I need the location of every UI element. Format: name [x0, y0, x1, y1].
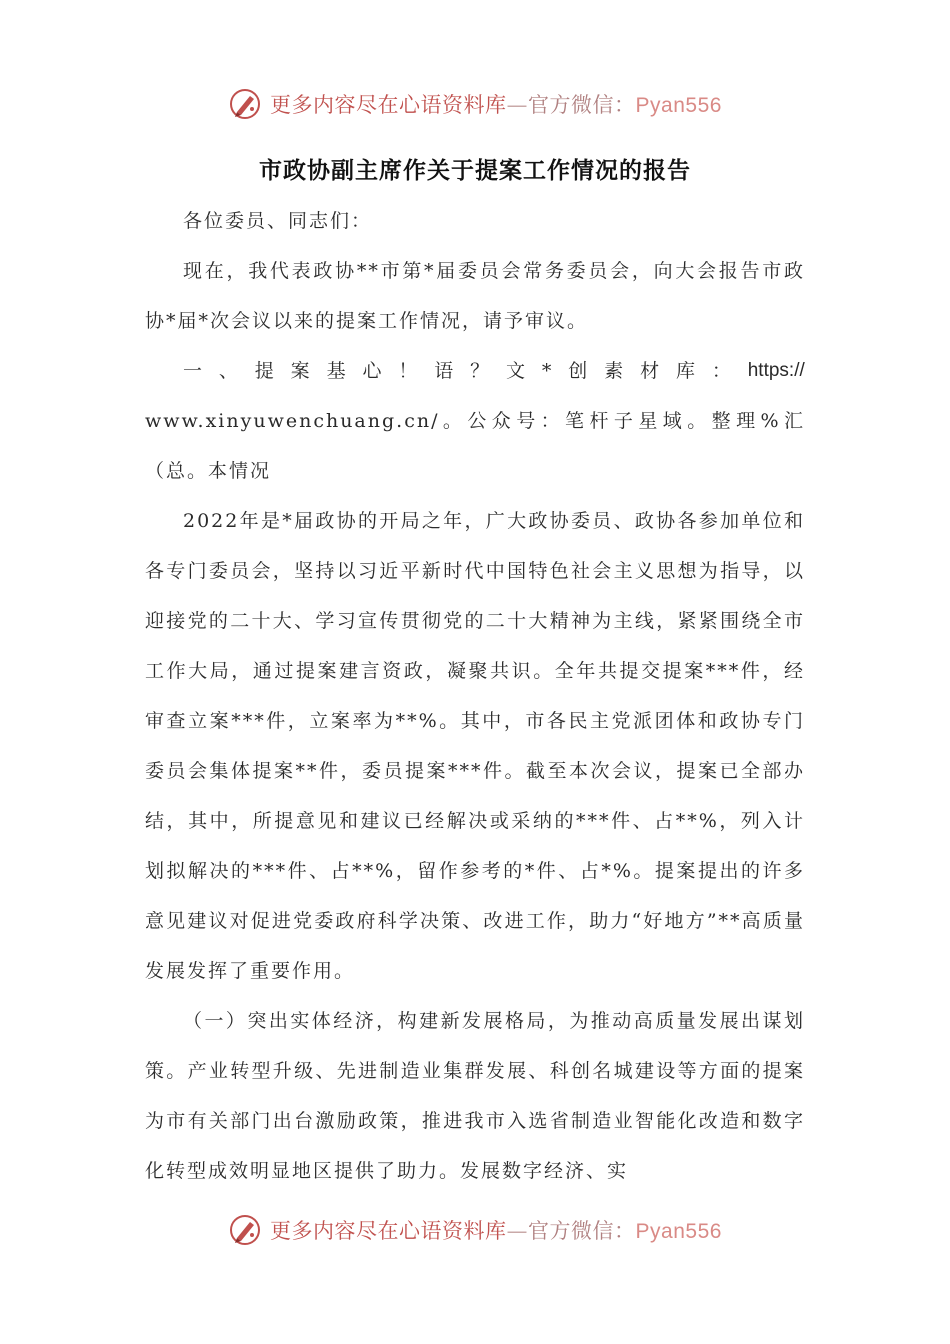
watermark-text: 更多内容尽在心语资料库—官方微信：Pyan556 [270, 93, 722, 117]
salutation: 各位委员、同志们： [183, 210, 373, 232]
document-title: 市政协副主席作关于提案工作情况的报告 [259, 157, 691, 184]
overview-paragraph: 2022年是*届政协的开局之年，广大政协委员、政协各参加单位和各专门委员会，坚持以习近平新时代中国特色社会主义思想为指导，以迎接党的二十大、学习宣传贯彻党的二十大精神为主线，紧紧围绕全市工作大局，通过提案建言资政，凝聚共识。全年共提交提案***件，经审查立案***件，立案率为**%。其中，市各民主党派团体和政协专门委员会集体提案**件，委员提案***件。截至本次会议，提案已全部办结，其中，所提意见和建议已经解决或采纳的***件、占**%，列入计划拟解决的***件、占**%，留作参考的*件、占*%。提案提出的许多意见建议对促进党委政府科学决策、改进工作，助力“好地方”**高质量发展发挥了重要作用。 [145, 510, 805, 982]
intro-paragraph: 现在，我代表政协**市第*届委员会常务委员会，向大会报告市政协*届*次会议以来的提案工作情况，请予审议。 [145, 260, 805, 332]
pen-logo-icon [228, 87, 262, 121]
watermark-text: 更多内容尽在心语资料库—官方微信：Pyan556 [270, 1219, 722, 1243]
subsection1-paragraph: （一）突出实体经济，构建新发展格局，为推动高质量发展出谋划策。产业转型升级、先进制造业集群发展、科创名城建设等方面的提案为市有关部门出台激励政策，推进我市入选省制造业智能化改造和数字化转型成效明显地区提供了助力。发展数字经济、实 [145, 1010, 805, 1182]
header-watermark-banner [0, 84, 950, 124]
section1-heading-line: 一 、 提 案 基 心 ！ 语 ？ 文 * 创 素 材 库 ： https:// [183, 360, 805, 382]
document-body [145, 196, 805, 1196]
footer-watermark-banner [0, 1210, 950, 1250]
pen-logo-icon [228, 1213, 262, 1247]
section1-heading [145, 346, 805, 496]
section1-heading-rest: www.xinyuwenchuang.cn/。公众号：笔杆子星域。整理%汇（总。本情况 [145, 410, 805, 482]
